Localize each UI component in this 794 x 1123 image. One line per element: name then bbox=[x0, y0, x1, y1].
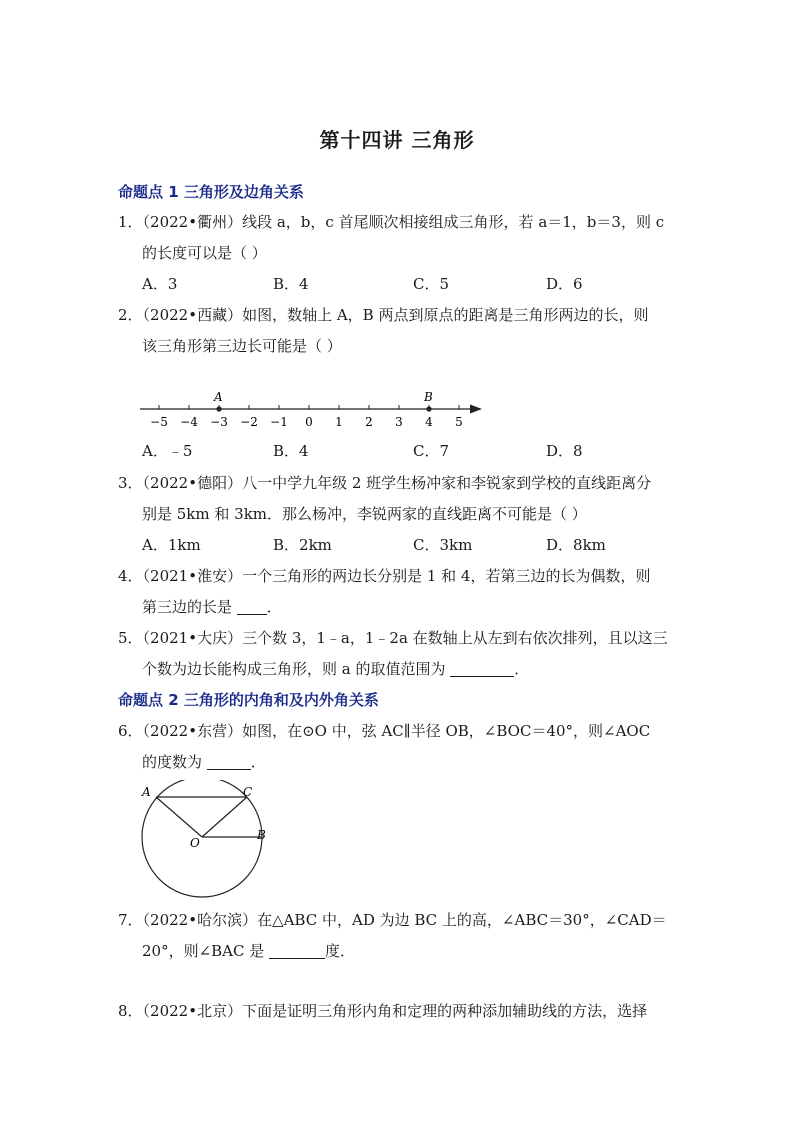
point-c-label: C bbox=[243, 785, 253, 799]
question-4-prompt: 第三边的长是 bbox=[142, 598, 233, 616]
question-7-line-2 bbox=[142, 940, 355, 961]
question-2-line-2: 该三角形第三边长可能是（ ） bbox=[142, 337, 342, 355]
question-1-line-1: 1．（2022•衢州）线段 a，b，c 首尾顺次相接组成三角形，若 a＝1，b＝3，则 c bbox=[118, 213, 665, 231]
question-6-period: ． bbox=[250, 753, 266, 771]
number-line-figure bbox=[130, 385, 500, 435]
section-heading-2: 命题点 2 三角形的内角和及内外角关系 bbox=[118, 691, 379, 709]
number-line-tick-label: −1 bbox=[270, 415, 288, 429]
number-line-tick-label: 5 bbox=[455, 415, 463, 429]
point-o-label: O bbox=[190, 836, 200, 850]
question-2-option-b: B．4 bbox=[273, 442, 309, 460]
question-5-period: ． bbox=[514, 660, 530, 678]
number-line-tick-label: 4 bbox=[425, 415, 433, 429]
number-line-tick-label: −4 bbox=[180, 415, 198, 429]
point-a-label: A bbox=[214, 390, 223, 404]
question-3-option-c: C．3km bbox=[413, 536, 473, 554]
number-line-tick-label: 1 bbox=[335, 415, 343, 429]
number-line-tick-label: 0 bbox=[305, 415, 313, 429]
number-line-tick-label: 3 bbox=[395, 415, 403, 429]
radius-oa bbox=[156, 797, 202, 837]
question-4-answer-blank[interactable] bbox=[237, 600, 267, 615]
point-b-dot bbox=[426, 406, 431, 411]
question-5-prompt: 个数为边长能构成三角形，则 a 的取值范围为 bbox=[142, 660, 446, 678]
question-7-unit: 度． bbox=[325, 942, 356, 960]
question-3-line-1: 3．（2022•德阳）八一中学九年级 2 班学生杨冲家和李锐家到学校的直线距离分 bbox=[118, 474, 652, 492]
question-2-line-1: 2．（2022•西藏）如图，数轴上 A，B 两点到原点的距离是三角形两边的长，则 bbox=[118, 306, 649, 324]
question-1-option-c: C．5 bbox=[413, 275, 450, 293]
question-4-period: ． bbox=[266, 598, 282, 616]
question-6-line-2 bbox=[142, 751, 266, 772]
question-3-line-2: 别是 5km 和 3km．那么杨冲，李锐两家的直线距离不可能是（ ） bbox=[142, 505, 587, 523]
section-heading-1: 命题点 1 三角形及边角关系 bbox=[118, 183, 304, 201]
question-5-answer-blank[interactable] bbox=[450, 662, 514, 677]
question-3-option-a: A．1km bbox=[142, 536, 201, 554]
question-3-option-d: D．8km bbox=[546, 536, 606, 554]
point-b-label: B bbox=[257, 828, 266, 842]
question-6-line-1: 6．（2022•东营）如图，在⊙O 中，弦 AC∥半径 OB，∠BOC＝40°，则∠AOC bbox=[118, 722, 651, 740]
question-1-option-d: D．6 bbox=[546, 275, 583, 293]
question-7-line-1: 7．（2022•哈尔滨）在△ABC 中，AD 为边 BC 上的高，∠ABC＝30°，∠CAD＝ bbox=[118, 911, 667, 929]
radius-oc bbox=[202, 797, 247, 837]
question-5-line-2 bbox=[142, 658, 529, 679]
question-3-option-b: B．2km bbox=[273, 536, 332, 554]
point-a-label: A bbox=[142, 785, 151, 799]
question-2-option-c: C．7 bbox=[413, 442, 450, 460]
question-2-option-a: A．﹣5 bbox=[142, 442, 193, 460]
point-b-label: B bbox=[424, 390, 433, 404]
question-7-answer-blank[interactable] bbox=[269, 944, 325, 959]
page-title: 第十四讲 三角形 bbox=[319, 128, 475, 152]
question-4-line-2 bbox=[142, 596, 282, 617]
question-2-option-d: D．8 bbox=[546, 442, 583, 460]
circle-figure bbox=[132, 780, 282, 900]
number-line-arrow bbox=[470, 405, 482, 414]
point-a-dot bbox=[216, 406, 221, 411]
number-line-tick-label: −2 bbox=[240, 415, 258, 429]
question-8-line-1: 8．（2022•北京）下面是证明三角形内角和定理的两种添加辅助线的方法，选择 bbox=[118, 1002, 648, 1020]
question-5-line-1: 5．（2021•大庆）三个数 3，1﹣a，1﹣2a 在数轴上从左到右依次排列，且以这三 bbox=[118, 629, 668, 647]
question-4-line-1: 4．（2021•淮安）一个三角形的两边长分别是 1 和 4，若第三边的长为偶数，则 bbox=[118, 567, 651, 585]
number-line-tick-label: 2 bbox=[365, 415, 373, 429]
question-1-option-a: A．3 bbox=[142, 275, 178, 293]
question-1-option-b: B．4 bbox=[273, 275, 309, 293]
question-1-line-2: 的长度可以是（ ） bbox=[142, 244, 267, 262]
question-7-prompt: 20°，则∠BAC 是 bbox=[142, 942, 265, 960]
number-line-tick-label: −5 bbox=[150, 415, 168, 429]
number-line-tick-label: −3 bbox=[210, 415, 228, 429]
question-6-prompt: 的度数为 bbox=[142, 753, 203, 771]
question-6-answer-blank[interactable] bbox=[207, 755, 251, 770]
